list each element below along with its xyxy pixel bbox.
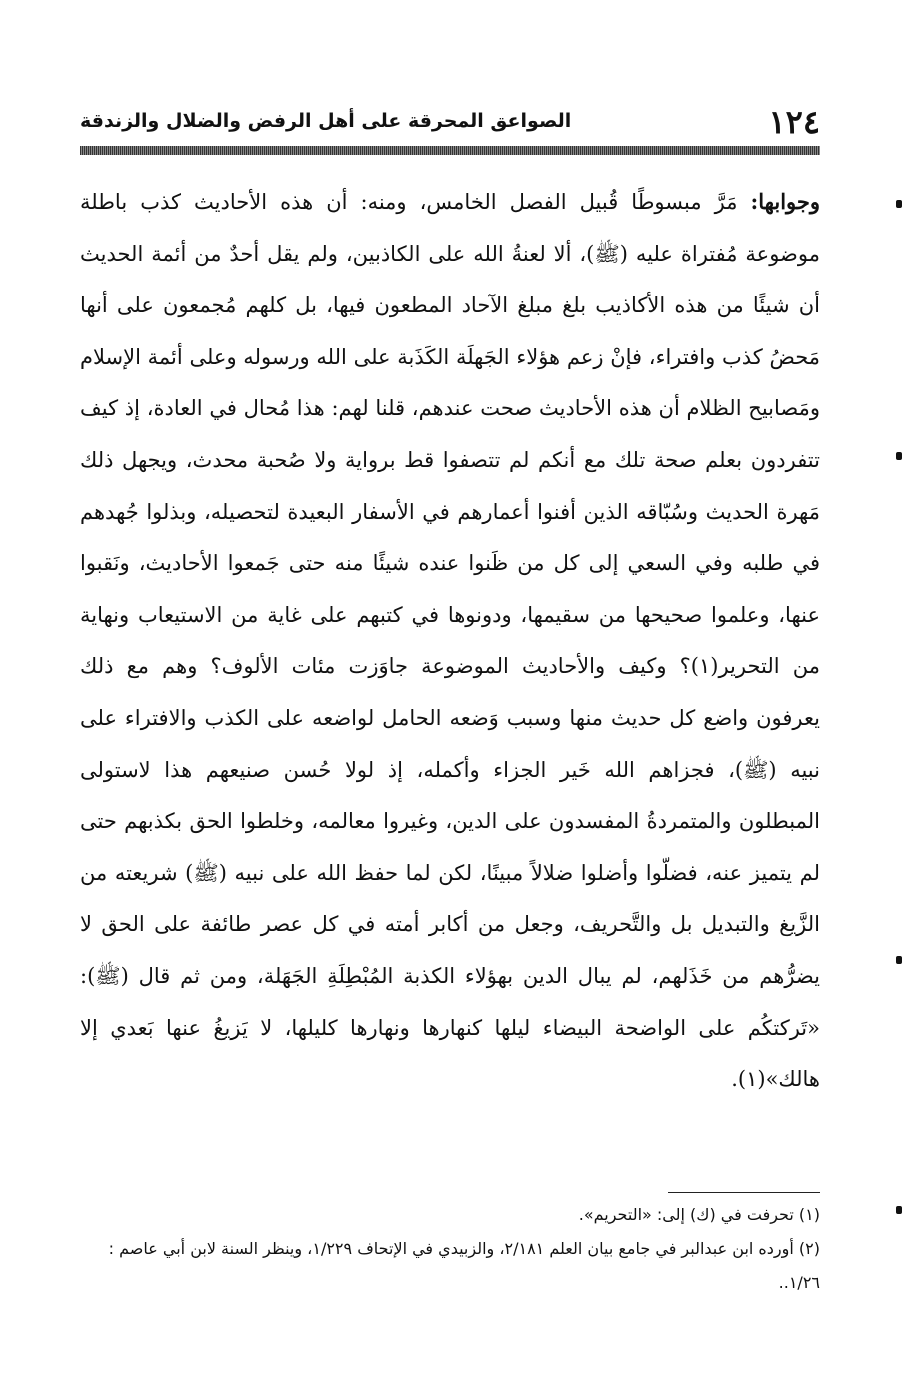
margin-mark <box>896 1206 902 1214</box>
header-rule <box>80 146 820 155</box>
margin-mark <box>896 200 902 208</box>
footnotes <box>80 1198 820 1300</box>
lead-label: وجوابها: <box>750 189 820 214</box>
page-header <box>80 100 820 144</box>
main-text <box>80 176 820 1106</box>
margin-mark <box>896 452 902 460</box>
page-number: ١٢٤ <box>768 103 820 141</box>
paragraph-text: مَرَّ مبسوطًا قُبيل الفصل الخامس، ومنه: أن هذه الأحاديث كذب باطلة موضوعة مُفتراة عليه (ﷺ)، ألا لعنةُ الله على الكاذبين، ولم يقل أحدٌ من أئمة الحديث أن شيئًا من هذه الأكاذيب بلغ مبلغ الآحاد المطعون فيها، بل كلهم مُجمعون على أنها مَحضُ كذب وافتراء، فإنْ زعم هؤلاء الجَهلَة الكَذَبة على الله ورسوله وعلى أئمة الإسلام ومَصابيح الظلام أن هذه الأحاديث صحت عندهم، قلنا لهم: هذا مُحال في العادة، إذ كيف تتفردون بعلم صحة تلك مع أنكم لم تتصفوا قط برواية ولا صُحبة محدث، ويجهل ذلك مَهرة الحديث وسُبّاقه الذين أفنوا أعمارهم في الأسفار البعيدة لتحصيله، وبذلوا جُهدهم في طلبه وفي السعي إلى كل من ظَنوا عنده شيئًا منه حتى جَمعوا الأحاديث، ونَقبوا عنها، وعلموا صحيحها من سقيمها، ودونوها في كتبهم على غاية من الاستيعاب ونهاية من التحرير(١)؟ وكيف والأحاديث الموضوعة جاوَزت مئات الألوف؟ وهم مع ذلك يعرفون واضع كل حديث منها وسبب وَضعه الحامل لواضعه على الكذب والافتراء على نبيه (ﷺ)، فجزاهم الله خَير الجزاء وأكمله، إذ لولا حُسن صنيعهم هذا لاستولى المبطلون والمتمردةُ المفسدون على الدين، وغيروا معالمه، وخلطوا الحق بكذبهم حتى لم يتميز عنه، فضلّوا وأضلوا ضلالاً مبينًا، لكن لما حفظ الله على نبيه (ﷺ) شريعته من الزَّيغ والتبديل بل والتَّحريف، وجعل من أكابر أمته في كل عصر طائفة على الحق لا يضرُّهم من خَذَلهم، لم يبال الدين بهؤلاء الكذبة المُبْطِلَةِ الجَهَلة، ومن ثم قال (ﷺ): «تَركتكُم على الواضحة البيضاء ليلها كنهارها ونهارها كليلها، لا يَزيغُ عنها بَعدي إلا هالك»(١). <box>80 190 820 1092</box>
running-title: الصواعق المحرقة على أهل الرفض والضلال والزندقة <box>80 110 572 132</box>
footnote-1: (١) تحرفت في (ك) إلى: «التحريم». <box>578 1205 820 1224</box>
main-paragraph <box>80 176 820 1106</box>
footnote-2: (٢) أورده ابن عبدالبر في جامع بيان العلم ٢/١٨١، والزبيدي في الإتحاف ١/٢٢٩، وينظر السنة لابن أبي عاصم : ١/٢٦.. <box>108 1239 820 1292</box>
margin-mark <box>896 956 902 964</box>
footnote-rule <box>668 1192 820 1193</box>
